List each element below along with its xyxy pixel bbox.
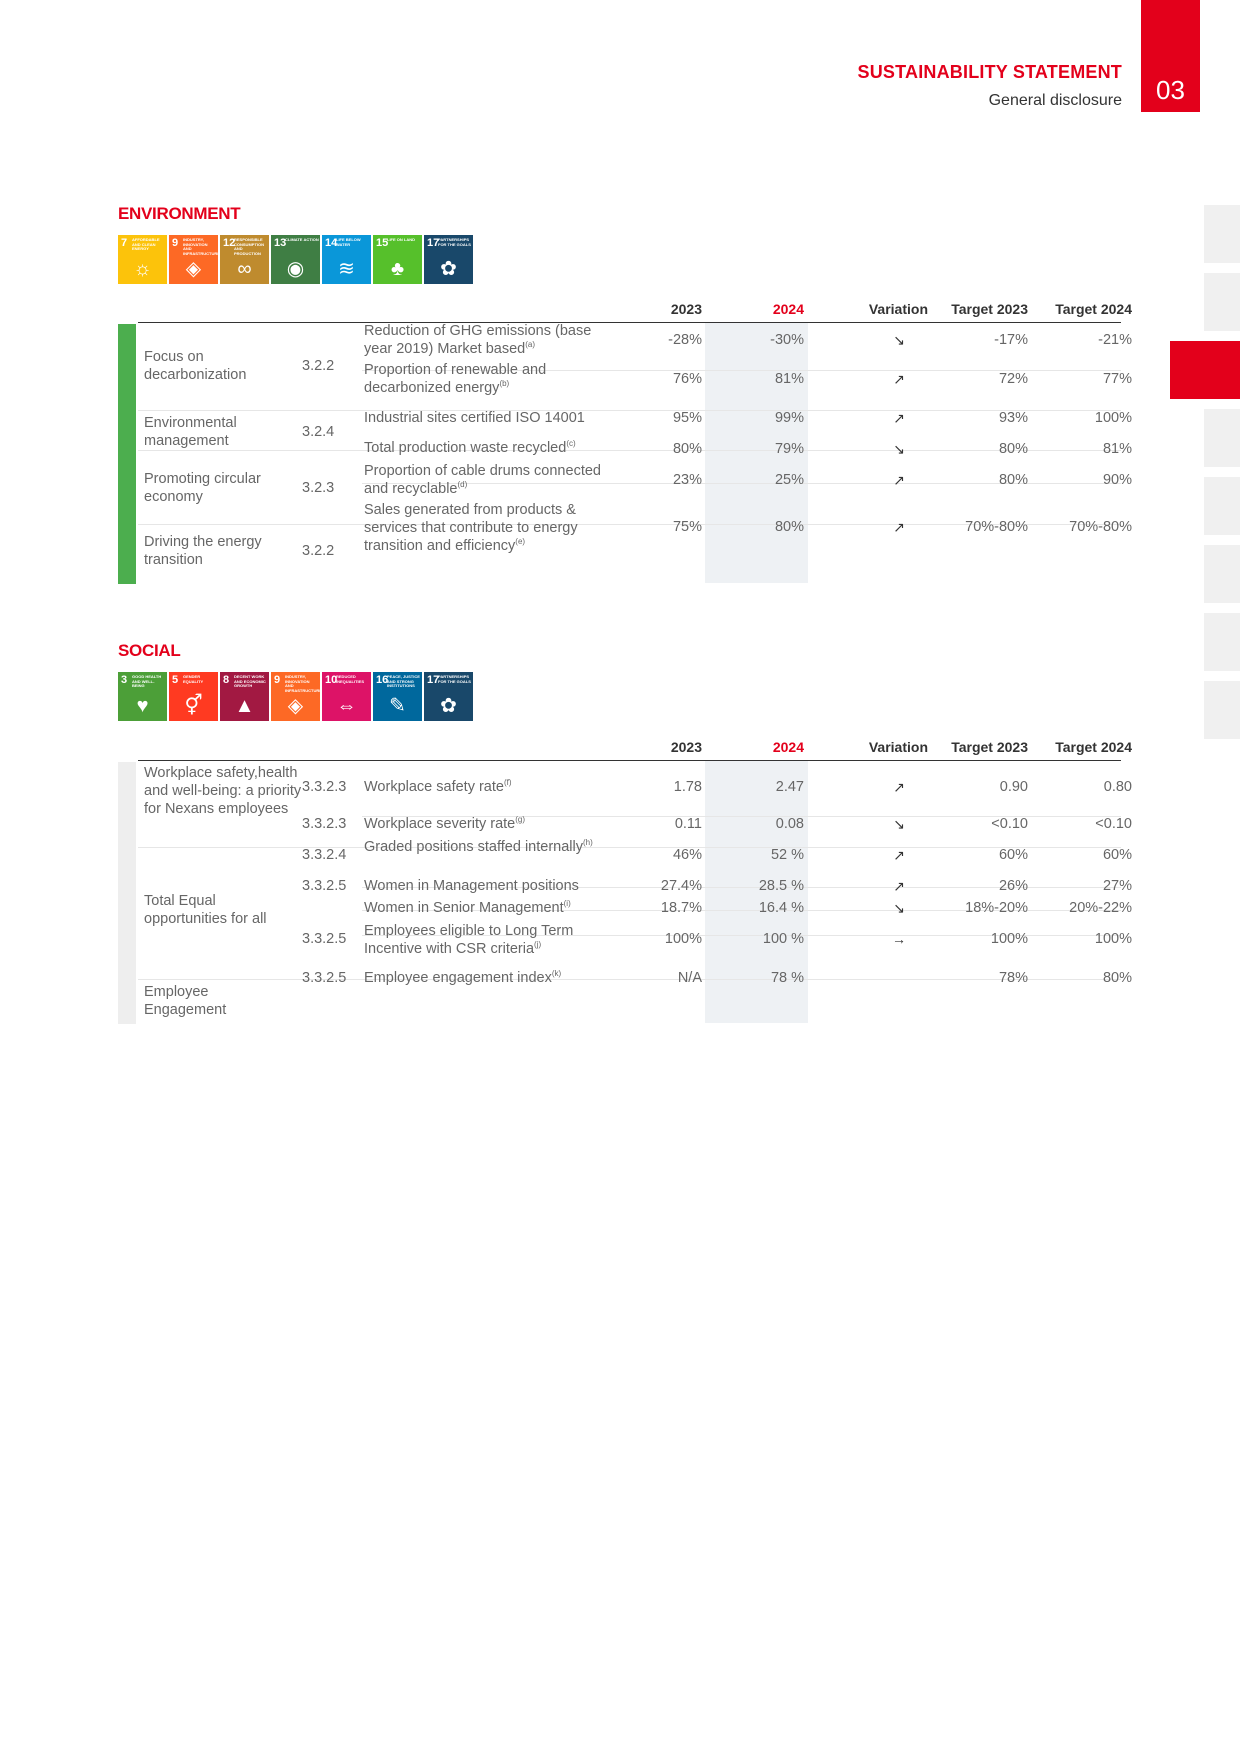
variation-arrow-icon: ↘ — [893, 816, 905, 832]
indicator-code: 3.3.2.3 — [302, 779, 347, 795]
chapter-tab-active[interactable] — [1170, 341, 1240, 399]
divider — [138, 322, 1121, 323]
section-subtitle: General disclosure — [988, 92, 1122, 109]
variation-arrow-icon: ↗ — [893, 410, 905, 426]
table-header — [118, 298, 1132, 322]
sdg-9-icon — [271, 672, 320, 721]
sdg-glyph-icon: ◈ — [185, 258, 202, 280]
target-2023: 26% — [998, 878, 1028, 894]
value-2024: 52 % — [770, 847, 804, 863]
variation-arrow-icon: ↗ — [893, 519, 905, 535]
indicator-text: Sales generated from products & services that contribute to energy transition and efficiency — [364, 502, 578, 554]
value-2023: 75% — [672, 519, 702, 535]
target-2024: 20%-22% — [1069, 900, 1132, 916]
footnote-ref: (c) — [566, 439, 576, 449]
sdg-10-icon — [322, 672, 371, 721]
sdg-glyph-icon: ✿ — [440, 695, 457, 717]
target-2024: 80% — [1102, 970, 1132, 986]
sdg-7-icon — [118, 235, 167, 284]
sdg-number: 14 — [325, 237, 338, 249]
footnote-ref: (a) — [525, 340, 535, 350]
header-variation: Variation — [868, 301, 928, 317]
indicator-description — [364, 838, 604, 856]
value-2024: 2.47 — [775, 779, 804, 795]
target-2023: -17% — [994, 332, 1028, 348]
social-table — [118, 736, 1132, 1026]
target-2023: 93% — [998, 410, 1028, 426]
indicator-text: Industrial sites certified ISO 14001 — [364, 410, 585, 426]
sdg-number: 9 — [172, 237, 179, 249]
indicator-description — [364, 439, 604, 457]
group-label: Driving the energy transition — [144, 534, 262, 568]
target-2023: 80% — [998, 472, 1028, 488]
value-2023: 23% — [672, 472, 702, 488]
sdg-5-icon — [169, 672, 218, 721]
value-2023: 95% — [672, 410, 702, 426]
sdg-glyph-icon: ♣ — [390, 258, 405, 280]
target-2024: 90% — [1102, 472, 1132, 488]
target-2023: 78% — [998, 970, 1028, 986]
value-2023: 0.11 — [674, 816, 702, 832]
chapter-tab[interactable] — [1204, 273, 1240, 331]
header-2023: 2023 — [670, 739, 702, 755]
sdg-label: PARTNERSHIPS FOR THE GOALS — [438, 237, 471, 247]
indicator-description — [364, 501, 604, 555]
sdg-number: 17 — [427, 674, 440, 686]
indicator-description — [364, 778, 604, 796]
variation-arrow-icon: ↘ — [893, 441, 905, 457]
value-2024: 16.4 % — [758, 900, 804, 916]
sdg-glyph-icon: ⇔ — [336, 695, 357, 717]
chapter-tab[interactable] — [1204, 205, 1240, 263]
sdg-glyph-icon: ⚥ — [184, 695, 203, 717]
sdg-14-icon — [322, 235, 371, 284]
sdg-12-icon — [220, 235, 269, 284]
sdg-3-icon — [118, 672, 167, 721]
sdg-label: DECENT WORK AND ECONOMIC GROWTH — [234, 674, 266, 688]
target-2024: -21% — [1098, 332, 1132, 348]
target-2023: <0.10 — [991, 816, 1028, 832]
value-2023: 46% — [672, 847, 702, 863]
social-title: SOCIAL — [118, 641, 181, 660]
value-2023: 76% — [672, 371, 702, 387]
indicator-text: Proportion of cable drums connected and recyclable — [364, 463, 601, 497]
value-2024: 25% — [774, 472, 804, 488]
sdg-glyph-icon: ∞ — [237, 258, 252, 280]
indicator-description — [364, 969, 604, 987]
sdg-number: 7 — [121, 237, 128, 249]
target-2024: 0.80 — [1103, 779, 1132, 795]
variation-arrow-icon: ↘ — [893, 900, 905, 916]
social-sdg-icons — [118, 672, 473, 721]
sdg-17-icon — [424, 235, 473, 284]
sdg-number: 13 — [274, 237, 287, 249]
value-2023: 27.4% — [660, 878, 702, 894]
footnote-ref: (d) — [457, 480, 468, 490]
sdg-glyph-icon: ✎ — [389, 695, 406, 717]
sdg-label: INDUSTRY, INNOVATION AND INFRASTRUCTURE — [285, 674, 322, 693]
divider — [138, 760, 1121, 761]
chapter-tab[interactable] — [1204, 545, 1240, 603]
header-target-2023: Target 2023 — [951, 301, 1028, 317]
indicator-code: 3.3.2.5 — [302, 931, 347, 947]
sdg-9-icon — [169, 235, 218, 284]
sdg-number: 8 — [223, 674, 230, 686]
target-2023: 60% — [998, 847, 1028, 863]
sdg-label: RESPONSIBLE CONSUMPTION AND PRODUCTION — [234, 237, 264, 256]
sdg-17-icon — [424, 672, 473, 721]
footnote-ref: (b) — [499, 379, 510, 389]
sdg-15-icon — [373, 235, 422, 284]
target-2023: 72% — [998, 371, 1028, 387]
sdg-label: INDUSTRY, INNOVATION AND INFRASTRUCTURE — [183, 237, 220, 256]
value-2024: 81% — [774, 371, 804, 387]
indicator-text: Total production waste recycled — [364, 440, 567, 456]
value-2024: -30% — [770, 332, 804, 348]
sdg-glyph-icon: ☼ — [133, 258, 152, 280]
group-label: Total Equal opportunities for all — [144, 893, 267, 927]
section-title: SUSTAINABILITY STATEMENT — [857, 62, 1122, 82]
indicator-text: Employee engagement index — [364, 970, 552, 986]
variation-arrow-icon: ↗ — [893, 472, 905, 488]
indicator-code: 3.3.2.4 — [302, 847, 347, 863]
sdg-8-icon — [220, 672, 269, 721]
target-2023: 70%-80% — [965, 519, 1028, 535]
chapter-tab[interactable] — [1204, 681, 1240, 739]
indicator-description — [364, 922, 604, 958]
value-2024: 80% — [774, 519, 804, 535]
header-2024: 2024 — [772, 301, 804, 317]
indicator-code: 3.3.2.3 — [302, 816, 347, 832]
sdg-number: 9 — [274, 674, 281, 686]
sdg-label: GOOD HEALTH AND WELL-BEING — [132, 674, 162, 688]
header-variation: Variation — [868, 739, 928, 755]
target-2023: 0.90 — [999, 779, 1028, 795]
social-color-bar — [118, 762, 136, 1024]
variation-arrow-icon: ↘ — [893, 332, 905, 348]
group-code: 3.2.4 — [302, 424, 335, 440]
chapter-number: 03 — [1141, 0, 1200, 112]
target-2024: 100% — [1094, 410, 1132, 426]
value-2024: 99% — [774, 410, 804, 426]
sdg-glyph-icon: ◈ — [287, 695, 304, 717]
header-2023: 2023 — [670, 301, 702, 317]
indicator-text: Workplace safety rate — [364, 779, 504, 795]
sdg-16-icon — [373, 672, 422, 721]
value-2024: 100 % — [762, 931, 804, 947]
sdg-label: PARTNERSHIPS FOR THE GOALS — [438, 674, 471, 684]
target-2024: 77% — [1102, 371, 1132, 387]
target-2023: 18%-20% — [965, 900, 1028, 916]
target-2024: 100% — [1094, 931, 1132, 947]
sdg-label: LIFE ON LAND — [387, 237, 415, 242]
indicator-text: Workplace severity rate — [364, 816, 516, 832]
target-2023: 80% — [998, 441, 1028, 457]
variation-arrow-icon: ↗ — [893, 847, 905, 863]
indicator-code: 3.3.2.5 — [302, 878, 347, 894]
indicator-text: Women in Management positions — [364, 878, 579, 894]
group-code: 3.2.2 — [302, 358, 335, 374]
target-2024: 70%-80% — [1069, 519, 1132, 535]
header-target-2023: Target 2023 — [951, 739, 1028, 755]
sdg-number: 15 — [376, 237, 389, 249]
sdg-glyph-icon: ▲ — [234, 695, 255, 717]
value-2024: 0.08 — [775, 816, 804, 832]
sdg-label: AFFORDABLE AND CLEAN ENERGY — [132, 237, 160, 251]
environment-color-bar — [118, 324, 136, 584]
sdg-glyph-icon: ≋ — [338, 258, 355, 280]
sdg-label: CLIMATE ACTION — [285, 237, 319, 242]
sdg-glyph-icon: ✿ — [440, 258, 457, 280]
value-2023: 80% — [672, 441, 702, 457]
variation-arrow-icon: → — [892, 931, 906, 947]
chapter-tab[interactable] — [1204, 477, 1240, 535]
sdg-label: PEACE, JUSTICE AND STRONG INSTITUTIONS — [387, 674, 420, 688]
sdg-glyph-icon: ♥ — [136, 695, 149, 717]
variation-arrow-icon: ↗ — [893, 878, 905, 894]
footnote-ref: (i) — [563, 899, 571, 909]
environment-table — [118, 298, 1132, 588]
sdg-number: 10 — [325, 674, 338, 686]
indicator-text: Graded positions staffed internally — [364, 839, 583, 855]
indicator-text: Reduction of GHG emissions (base year 2019) Market based — [364, 323, 592, 357]
sdg-number: 17 — [427, 237, 440, 249]
variation-arrow-icon: ↗ — [893, 371, 905, 387]
indicator-text: Proportion of renewable and decarbonized energy — [364, 362, 547, 396]
sdg-number: 12 — [223, 237, 236, 249]
group-label: Environmental management — [144, 415, 237, 449]
indicator-code: 3.3.2.5 — [302, 970, 347, 986]
indicator-description — [364, 815, 604, 833]
group-code: 3.2.3 — [302, 480, 335, 496]
target-2024: 60% — [1102, 847, 1132, 863]
group-label: Workplace safety,health and well-being: a priority for Nexans employees — [144, 765, 302, 817]
header-2024: 2024 — [772, 739, 804, 755]
target-2023: 100% — [990, 931, 1028, 947]
value-2024: 79% — [774, 441, 804, 457]
value-2023: 100% — [664, 931, 702, 947]
indicator-text: Employees eligible to Long Term Incentive with CSR criteria — [364, 923, 574, 957]
footnote-ref: (g) — [515, 815, 526, 825]
chapter-tab[interactable] — [1204, 613, 1240, 671]
sdg-number: 3 — [121, 674, 128, 686]
sdg-glyph-icon: ◉ — [286, 258, 305, 280]
footnote-ref: (e) — [515, 537, 526, 547]
value-2023: N/A — [677, 970, 702, 986]
indicator-text: Women in Senior Management — [364, 900, 564, 916]
variation-arrow-icon: ↗ — [893, 779, 905, 795]
sdg-number: 5 — [172, 674, 179, 686]
indicator-description — [364, 361, 604, 397]
footnote-ref: (f) — [503, 778, 512, 788]
sdg-label: LIFE BELOW WATER — [336, 237, 361, 247]
value-2023: -28% — [668, 332, 702, 348]
indicator-description — [364, 409, 604, 427]
value-2024: 28.5 % — [758, 878, 804, 894]
value-2024: 78 % — [770, 970, 804, 986]
footnote-ref: (k) — [551, 969, 562, 979]
footnote-ref: (h) — [582, 838, 593, 848]
group-label: Employee Engagement — [144, 984, 227, 1018]
indicator-description — [364, 462, 604, 498]
chapter-tab[interactable] — [1204, 409, 1240, 467]
footnote-ref: (j) — [534, 940, 542, 950]
sdg-label: REDUCED INEQUALITIES — [336, 674, 365, 684]
indicator-description — [364, 877, 604, 895]
table-header — [118, 736, 1132, 760]
target-2024: 81% — [1102, 441, 1132, 457]
group-code: 3.2.2 — [302, 543, 335, 559]
environment-sdg-icons — [118, 235, 473, 284]
header-target-2024: Target 2024 — [1055, 739, 1132, 755]
indicator-description — [364, 899, 604, 917]
group-label: Promoting circular economy — [144, 471, 261, 505]
sdg-number: 16 — [376, 674, 389, 686]
indicator-description — [364, 322, 604, 358]
value-2023: 18.7% — [660, 900, 702, 916]
target-2024: 27% — [1102, 878, 1132, 894]
value-2023: 1.78 — [673, 779, 702, 795]
sdg-label: GENDER EQUALITY — [183, 674, 204, 684]
environment-title: ENVIRONMENT — [118, 204, 241, 223]
header-target-2024: Target 2024 — [1055, 301, 1132, 317]
group-label: Focus on decarbonization — [144, 349, 247, 383]
sdg-13-icon — [271, 235, 320, 284]
target-2024: <0.10 — [1095, 816, 1132, 832]
